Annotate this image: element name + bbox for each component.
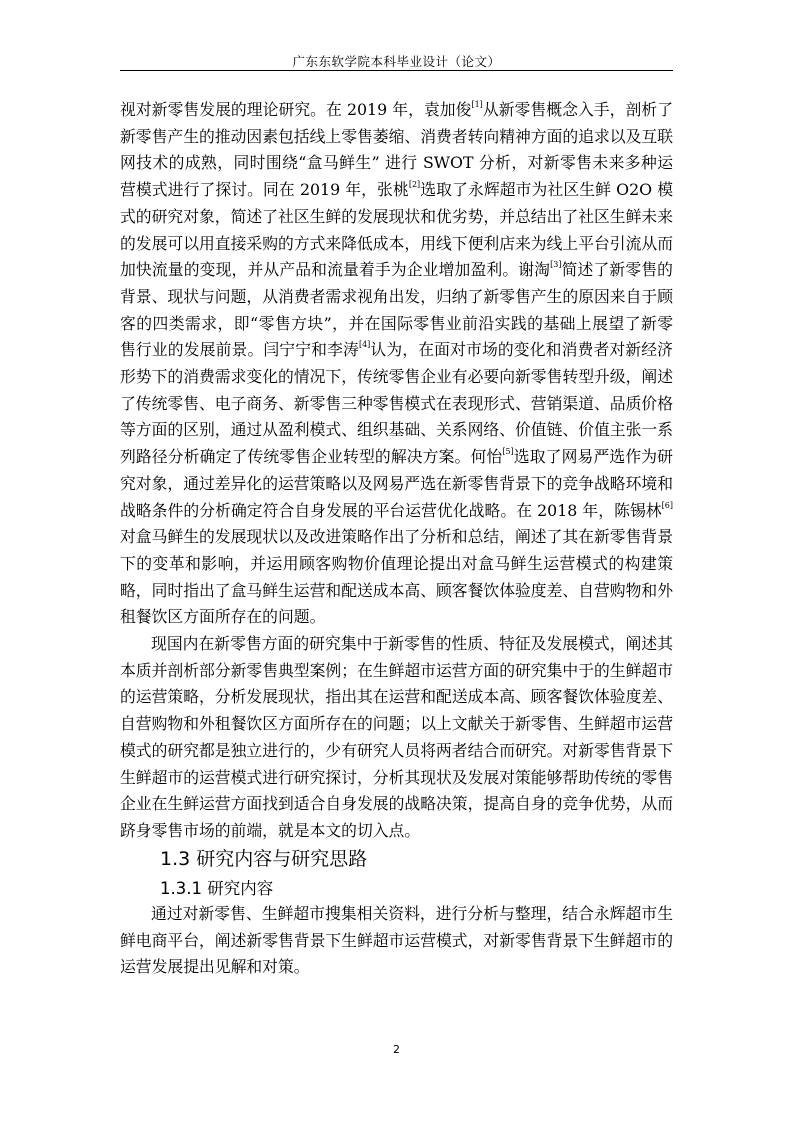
text-run: 视对新零售发展的理论研究。在 2019 年，袁加俊 xyxy=(120,100,472,119)
citation-2: [2] xyxy=(408,180,421,190)
citation-4: [4] xyxy=(358,340,371,350)
header-rule xyxy=(120,70,673,71)
citation-3: [3] xyxy=(550,260,562,270)
page-number: 2 xyxy=(393,1043,400,1056)
text-run: 简述了新零售的背景、现状与问题，从消费者需求视角出发，归纳了新零售产生的原因来自于顾客的四类需求，即“零售方块”，并在国际零售业前沿实践的基础上展望了新零售行业的发展前景。闫宁宁和李涛 xyxy=(120,260,673,360)
text-run: 选取了网易严选作为研究对象，通过差异化的运营策略以及网易严选在新零售背景下的竞争战略环境和战略条件的分析确定符合自身发展的平台运营优化战略。在 2018 年，陈锡林 xyxy=(120,447,673,520)
subsection-heading: 1.3.1 研究内容 xyxy=(160,879,274,898)
body-text xyxy=(120,97,673,845)
text-run: 现国内在新零售方面的研究集中于新零售的性质、特征及发展模式，阐述其本质并剖析部分新零售典型案例；在生鲜超市运营方面的研究集中于的生鲜超市的运营策略，分析发展现状，指出其在运营和配送成本高、顾客餐饮体验度差、自营购物和外租餐饮区方面所存在的问题；以上文献关于新零售、生鲜超市运营模式的研究都是独立进行的，少有研究人员将两者结合而研究。对新零售背景下生鲜超市的运营模式进行研究探讨，分析其现状及发展对策能够帮助传统的零售企业在生鲜运营方面找到适合自身发展的战略决策，提高自身的竞争优势，从而跻身零售市场的前端，就是本文的切入点。 xyxy=(120,634,673,840)
citation-6: [6] xyxy=(661,500,673,510)
paragraph-2 xyxy=(120,631,673,845)
citation-1: [1] xyxy=(471,100,483,109)
citation-5: [5] xyxy=(502,447,514,457)
text-run: 认为，在面对市场的变化和消费者对新经济形势下的消费需求变化的情况下，传统零售企业有必要向新零售转型升级，阐述了传统零售、电子商务、新零售三种零售模式在表现形式、营销渠道、品质价格等方面的区别，通过从盈利模式、组织基础、关系网络、价值链、价值主张一系列路径分析确定了传统零售企业转型的解决方案。何怡 xyxy=(120,340,673,467)
text-run: 对盒马鲜生的发展现状以及改进策略作出了分析和总结，阐述了其在新零售背景下的变革和影响，并运用顾客购物价值理论提出对盒马鲜生运营模式的构建策略，同时指出了盒马鲜生运营和配送成本高、顾客餐饮体验度差、自营购物和外租餐饮区方面所存在的问题。 xyxy=(120,527,673,627)
text-run: 从新零售概念入手，剖析了新零售产生的推动因素包括线上零售萎缩、消费者转向精神方面的追求以及互联网技术的成熟，同时围绕“盒马鲜生” 进行 SWOT 分析，对新零售未来多种运营模式进行了探讨。同在 2019 年，张桃 xyxy=(120,100,673,200)
section-heading: 1.3 研究内容与研究思路 xyxy=(160,848,368,870)
paragraph-1 xyxy=(120,97,673,631)
page-header: 广东东软学院本科毕业设计（论文） xyxy=(292,54,501,69)
paragraph-3: 通过对新零售、生鲜超市搜集相关资料，进行分析与整理，结合永辉超市生鲜电商平台，阐述新零售背景下生鲜超市运营模式，对新零售背景下生鲜超市的运营发展提出见解和对策。 xyxy=(120,904,673,977)
section-body xyxy=(120,901,673,981)
text-run: 选取了永辉超市为社区生鲜 O2O 模式的研究对象，简述了社区生鲜的发展现状和优劣势，并总结出了社区生鲜未来的发展可以用直接采购的方式来降低成本，用线下便利店来为线上平台引流从而加快流量的变现，并从产品和流量着手为企业增加盈利。谢淘 xyxy=(120,180,673,280)
